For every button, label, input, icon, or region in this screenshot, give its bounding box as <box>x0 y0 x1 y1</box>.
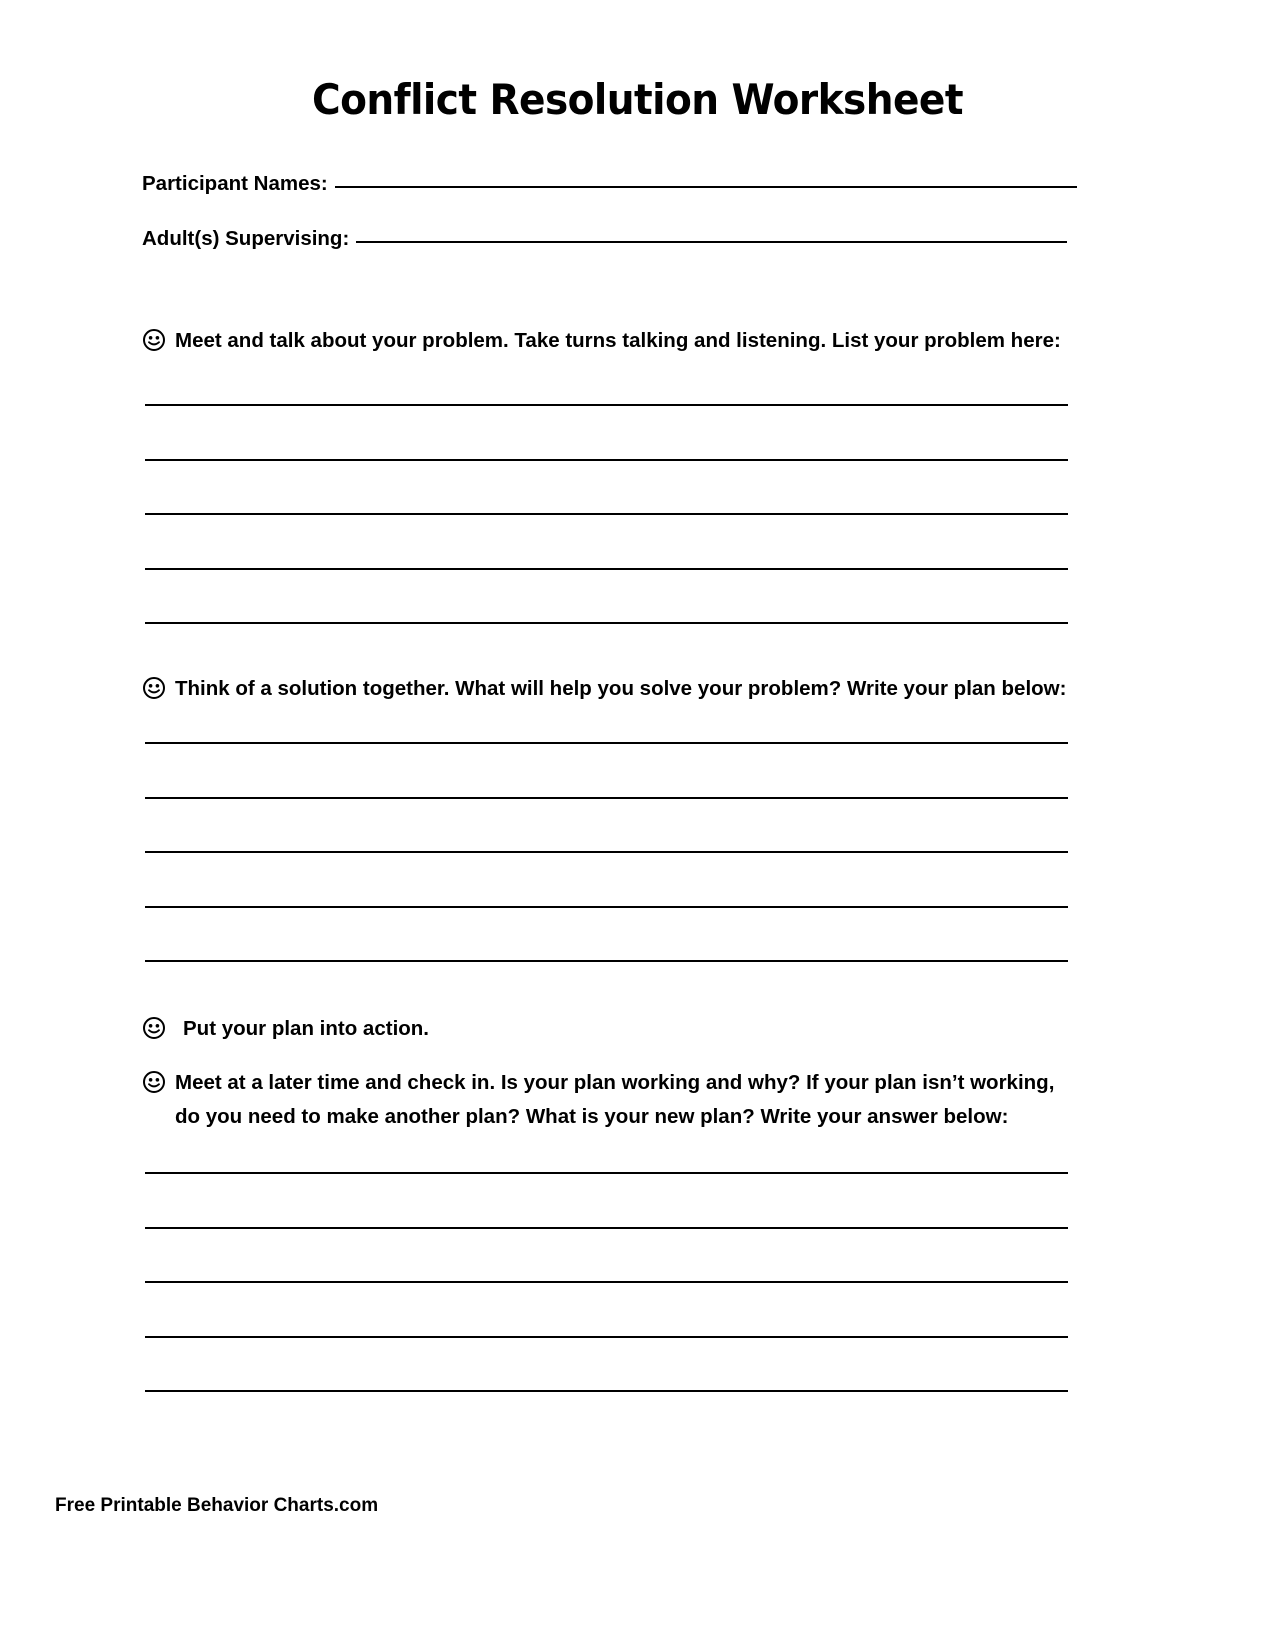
writing-line[interactable] <box>145 797 1068 799</box>
smiley-face-icon <box>142 1016 166 1040</box>
section-instruction-text: Meet at a later time and check in. Is your plan working and why? If your plan isn’t working, do you need to make another plan? What is your new plan? Write your answer below: <box>175 1071 1055 1128</box>
section-heading <box>142 672 1077 706</box>
writing-line[interactable] <box>145 1336 1068 1338</box>
adults-supervising-field-row <box>142 227 1077 251</box>
answer-lines-problem <box>145 404 1068 624</box>
participant-names-input-rule[interactable] <box>335 186 1077 188</box>
section-think-of-solution <box>142 672 1077 706</box>
footer-credit: Free Printable Behavior Charts.com <box>55 1495 379 1516</box>
writing-line[interactable] <box>145 1227 1068 1229</box>
writing-line[interactable] <box>145 1390 1068 1392</box>
participant-names-label: Participant Names: <box>142 172 328 195</box>
writing-line[interactable] <box>145 742 1068 744</box>
section-put-plan-into-action <box>142 1012 1077 1046</box>
writing-line[interactable] <box>145 404 1068 406</box>
writing-line[interactable] <box>145 960 1068 962</box>
page-title: Conflict Resolution Worksheet <box>312 75 963 124</box>
section-heading <box>142 1012 1077 1046</box>
writing-line[interactable] <box>145 568 1068 570</box>
writing-line[interactable] <box>145 513 1068 515</box>
adults-supervising-input-rule[interactable] <box>356 241 1067 243</box>
section-instruction-text: Meet and talk about your problem. Take turns talking and listening. List your problem here: <box>175 329 1061 352</box>
answer-lines-plan <box>145 742 1068 962</box>
section-heading <box>142 324 1077 358</box>
smiley-face-icon <box>142 676 166 700</box>
section-instruction-text: Think of a solution together. What will help you solve your problem? Write your plan below: <box>175 677 1067 700</box>
writing-line[interactable] <box>145 851 1068 853</box>
section-check-in-later <box>142 1066 1077 1134</box>
section-meet-and-talk <box>142 324 1077 358</box>
writing-line[interactable] <box>145 459 1068 461</box>
participant-names-field-row <box>142 172 1077 196</box>
writing-line[interactable] <box>145 1281 1068 1283</box>
adults-supervising-label: Adult(s) Supervising: <box>142 227 350 250</box>
writing-line[interactable] <box>145 906 1068 908</box>
smiley-face-icon <box>142 1070 166 1094</box>
writing-line[interactable] <box>145 622 1068 624</box>
answer-lines-checkin <box>145 1172 1068 1392</box>
section-heading <box>142 1066 1077 1134</box>
smiley-face-icon <box>142 328 166 352</box>
writing-line[interactable] <box>145 1172 1068 1174</box>
section-instruction-text: Put your plan into action. <box>183 1017 429 1040</box>
